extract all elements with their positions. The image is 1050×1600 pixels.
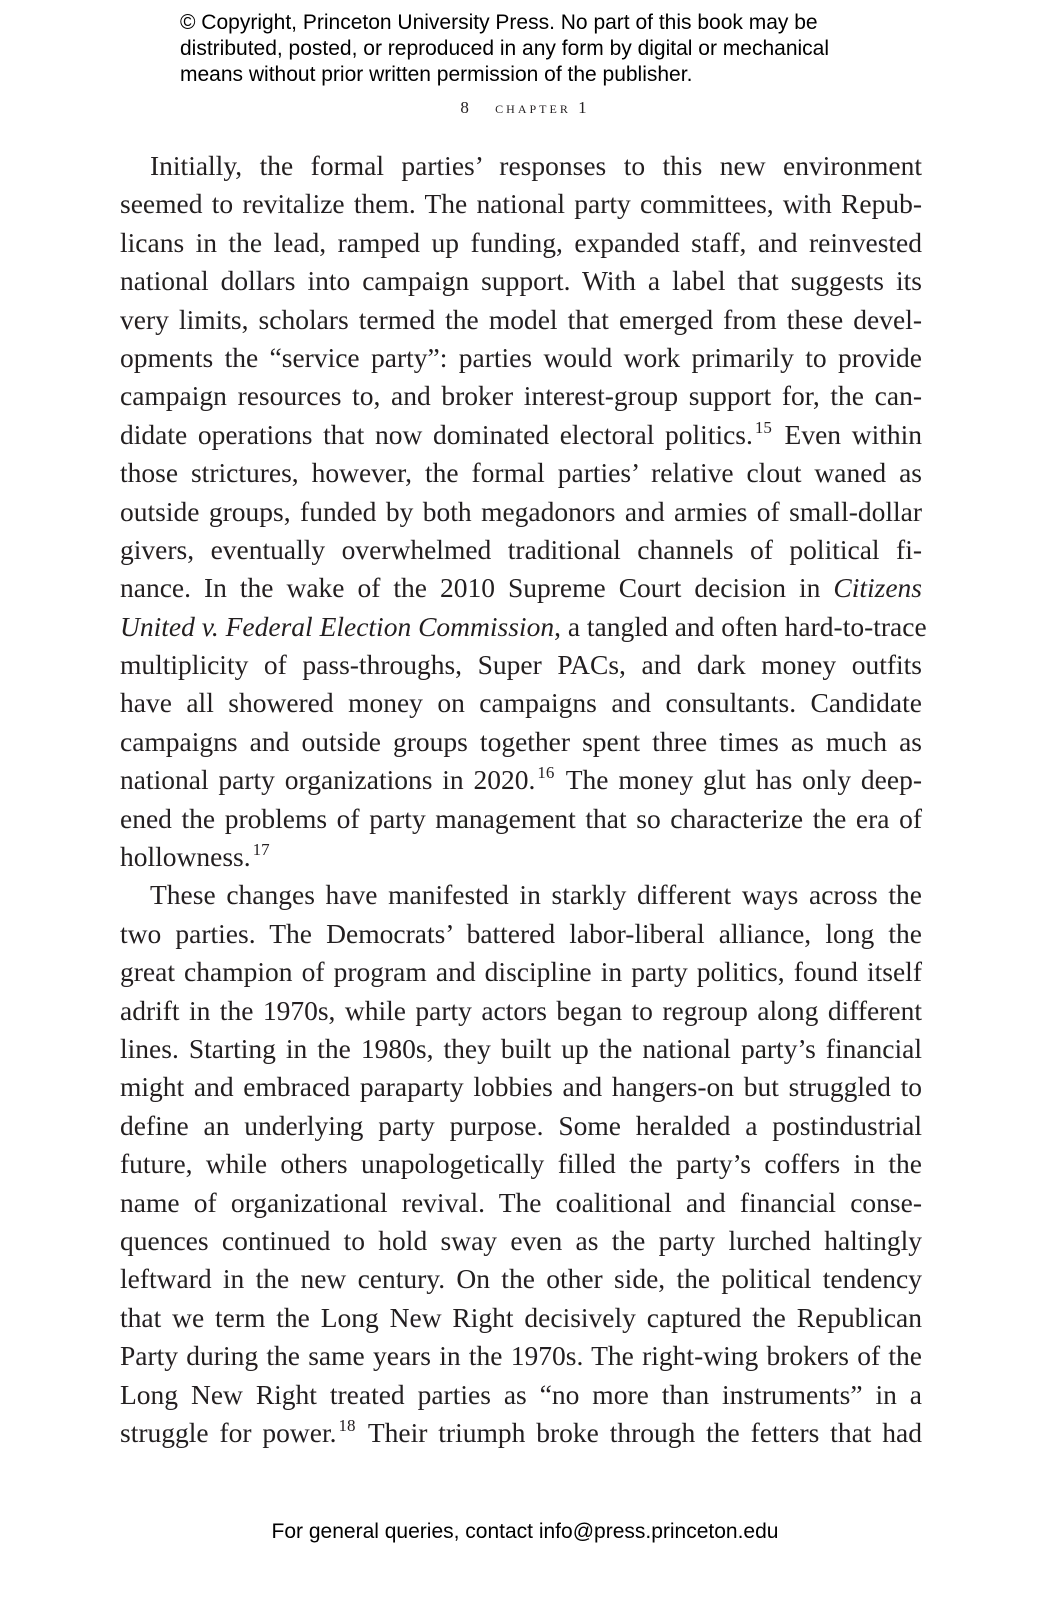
text-line: givers, eventually overwhelmed traditional channels of political fi- bbox=[120, 533, 922, 565]
footnote-ref: 15 bbox=[754, 417, 772, 437]
text-line: ened the problems of party management that so characterize the era of bbox=[120, 802, 922, 834]
text-line: great champion of program and discipline in party politics, found itself bbox=[120, 956, 922, 988]
text-segment: hollowness. bbox=[120, 841, 251, 873]
text-line: define an underlying party purpose. Some heralded a postindustrial bbox=[120, 1109, 922, 1141]
footnote-ref: 17 bbox=[252, 839, 270, 859]
text-line: two parties. The Democrats’ battered labor-liberal alliance, long the bbox=[120, 917, 922, 949]
text-line bbox=[120, 1414, 922, 1452]
text-line: campaigns and outside groups together spent three times as much as bbox=[120, 725, 922, 757]
running-head bbox=[0, 98, 1050, 118]
text-segment: national party organizations in 2020. bbox=[120, 764, 536, 796]
text-line: lines. Starting in the 1980s, they built up the national party’s financial bbox=[120, 1032, 922, 1064]
text-segment: struggle for power. bbox=[120, 1416, 337, 1448]
text-segment: Their triumph broke through the fetters that had bbox=[357, 1416, 922, 1448]
copyright-line: distributed, posted, or reproduced in any form by digital or mechanical bbox=[180, 37, 830, 60]
text-line: seemed to revitalize them. The national party committees, with Repub- bbox=[120, 188, 922, 220]
text-line: very limits, scholars termed the model that emerged from these devel- bbox=[120, 303, 922, 335]
chapter-label: chapter 1 bbox=[495, 98, 590, 117]
text-line: adrift in the 1970s, while party actors began to regroup along different bbox=[120, 994, 922, 1026]
contact-footer: For general queries, contact info@press.princeton.edu bbox=[271, 1520, 779, 1543]
text-line: name of organizational revival. The coalitional and financial conse- bbox=[120, 1186, 922, 1218]
body-text bbox=[120, 147, 927, 1452]
case-title: Citizens bbox=[833, 572, 922, 604]
text-segment: Even within bbox=[773, 418, 922, 450]
text-line: campaign resources to, and broker interest-group support for, the can- bbox=[120, 380, 922, 412]
text-line bbox=[120, 838, 922, 876]
text-line bbox=[120, 608, 927, 646]
copyright-line: © Copyright, Princeton University Press. No part of this book may be bbox=[180, 11, 818, 34]
text-line: multiplicity of pass-throughs, Super PACs, and dark money outfits bbox=[120, 649, 922, 681]
text-segment: , a tangled and often hard-to-trace bbox=[554, 610, 927, 642]
text-line bbox=[120, 416, 922, 454]
text-line: opments the “service party”: parties would work primarily to provide bbox=[120, 341, 922, 373]
copyright-line: means without prior written permission of the publisher. bbox=[180, 63, 693, 86]
footnote-ref: 16 bbox=[537, 763, 555, 783]
copyright-notice bbox=[180, 10, 880, 88]
text-line: Initially, the formal parties’ responses to this new environment bbox=[150, 150, 922, 181]
text-segment: nance. In the wake of the 2010 Supreme Court decision in bbox=[120, 572, 834, 604]
page-number: 8 bbox=[460, 98, 471, 117]
text-line: might and embraced paraparty lobbies and hangers-on but struggled to bbox=[120, 1071, 922, 1103]
text-segment: The money glut has only deep- bbox=[556, 764, 922, 796]
text-line: future, while others unapologetically filled the party’s coffers in the bbox=[120, 1148, 922, 1180]
text-line: Long New Right treated parties as “no more than instruments” in a bbox=[120, 1378, 922, 1410]
text-line: have all showered money on campaigns and consultants. Candidate bbox=[120, 687, 922, 719]
text-line: national dollars into campaign support. With a label that suggests its bbox=[120, 265, 922, 297]
text-line bbox=[120, 761, 922, 799]
text-line: leftward in the new century. On the other side, the political tendency bbox=[120, 1263, 922, 1295]
footnote-ref: 18 bbox=[338, 1415, 356, 1435]
text-line: quences continued to hold sway even as the party lurched haltingly bbox=[120, 1224, 922, 1256]
text-line: those strictures, however, the formal parties’ relative clout waned as bbox=[120, 457, 922, 489]
text-segment: didate operations that now dominated electoral politics. bbox=[120, 418, 753, 450]
text-line: licans in the lead, ramped up funding, expanded staff, and reinvested bbox=[120, 226, 922, 258]
case-title: United v. Federal Election Commission bbox=[120, 610, 555, 642]
text-line: These changes have manifested in starkly different ways across the bbox=[150, 879, 922, 911]
text-line: Party during the same years in the 1970s. The right-wing brokers of the bbox=[120, 1340, 922, 1372]
text-line: outside groups, funded by both megadonors and armies of small-dollar bbox=[120, 495, 922, 527]
text-line: that we term the Long New Right decisively captured the Republican bbox=[120, 1301, 922, 1333]
text-line bbox=[120, 569, 922, 607]
